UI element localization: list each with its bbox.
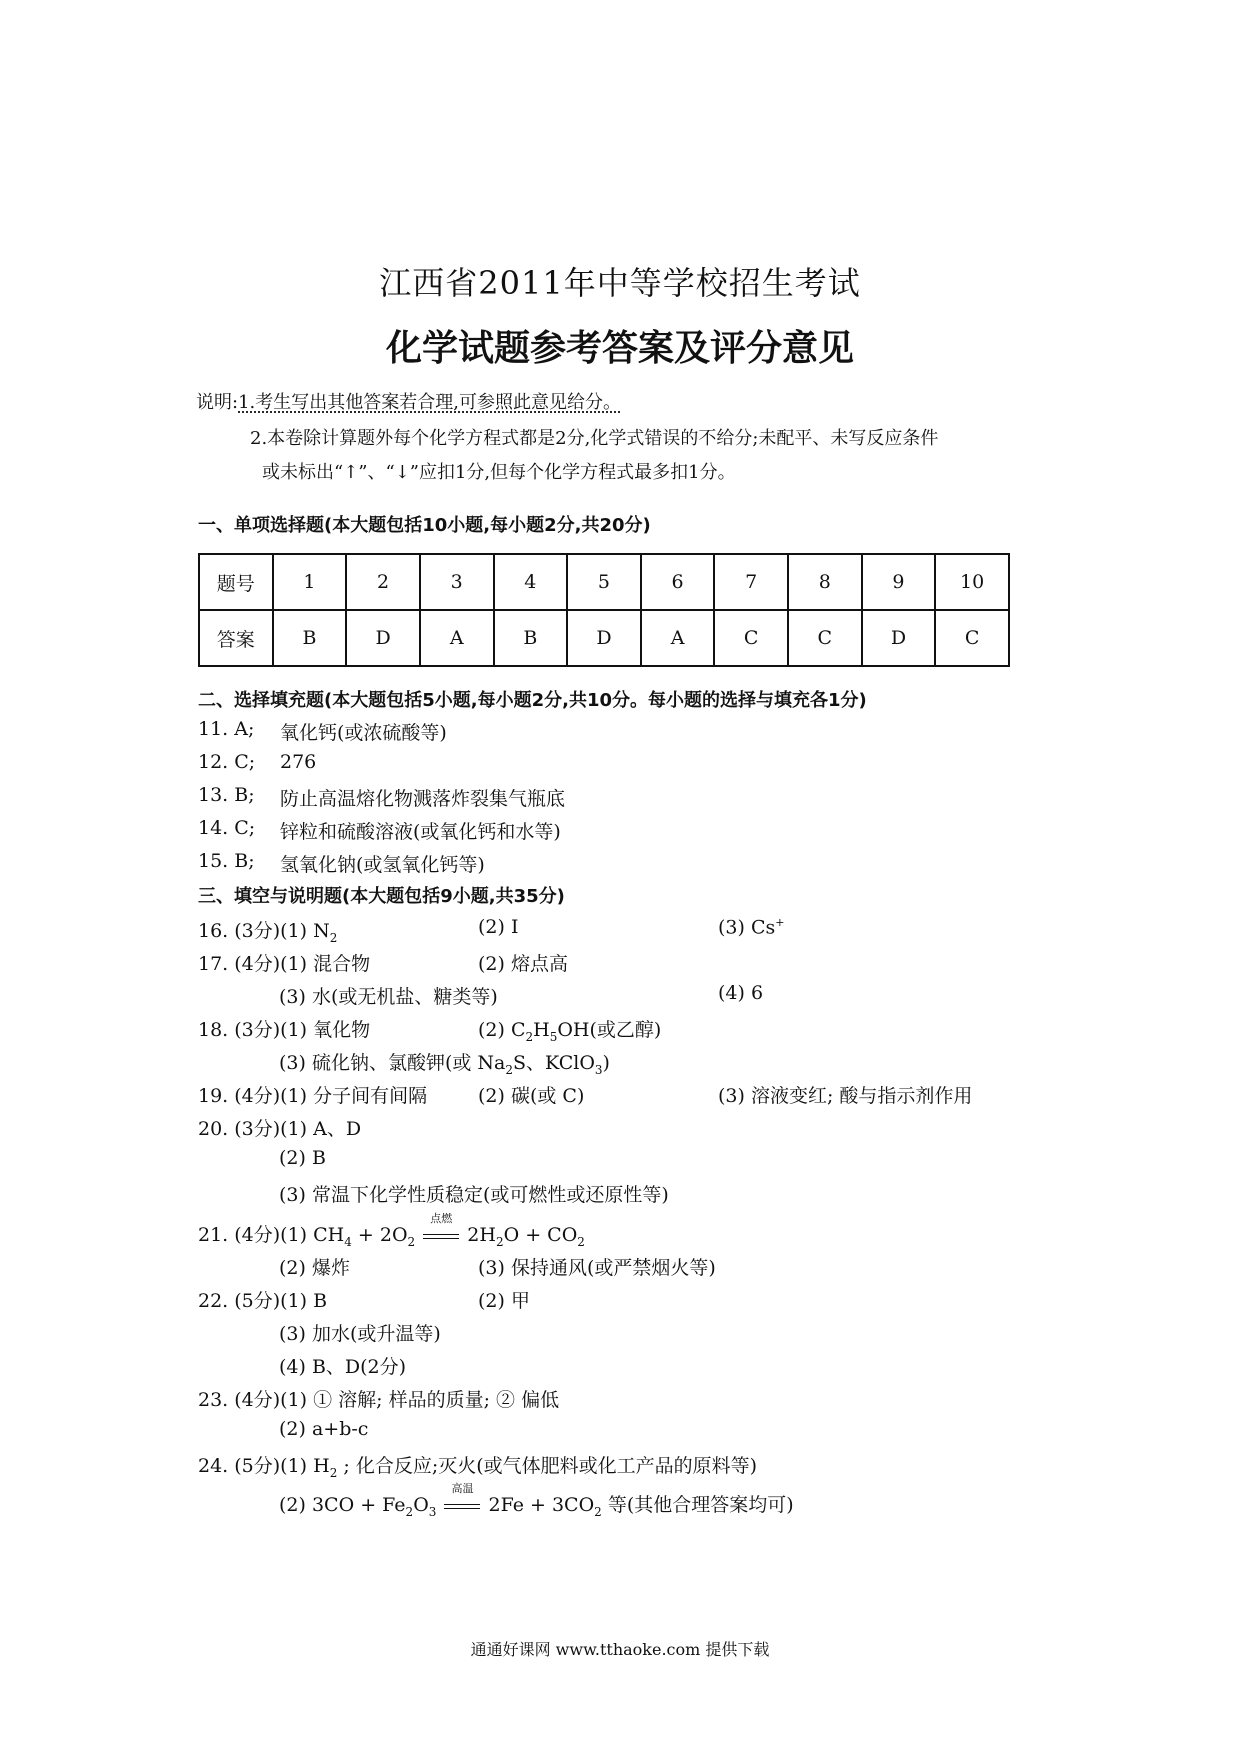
note-label: 说明:	[196, 392, 239, 413]
question-number: 8	[788, 554, 862, 610]
q17-part-1: 17. (4分)(1) 混合物	[198, 953, 371, 975]
subscript: 2	[405, 1504, 414, 1519]
subscript: 2	[495, 1234, 504, 1249]
q17-part-2: (2) 熔点高	[478, 953, 568, 975]
question-number: 9	[862, 554, 936, 610]
note-1-text: 1.考生写出其他答案若合理,可参照此意见给分。	[238, 392, 621, 413]
item-number: 14. C;	[198, 817, 256, 839]
note-2: 2.本卷除计算题外每个化学方程式都是2分,化学式错误的不给分;未配平、未写反应条件	[250, 428, 939, 449]
subscript: 5	[549, 1029, 558, 1044]
item-text: 氧化钙(或浓硫酸等)	[280, 722, 447, 744]
q18-part-3	[279, 1048, 610, 1077]
table-row-numbers	[199, 554, 1009, 610]
answer-12	[198, 751, 317, 773]
subscript: 2	[577, 1234, 585, 1249]
q19-part-1: 19. (4分)(1) 分子间有间隔	[198, 1085, 428, 1107]
q16-part-3-text: (3) Cs	[718, 916, 776, 939]
q22-part-3: (3) 加水(或升温等)	[279, 1323, 441, 1345]
q16-part-1: 16. (3分)(1) N	[198, 920, 330, 942]
table-row-label: 答案	[199, 610, 273, 666]
formula-text: ; 化合反应;灭火(或气体肥料或化工产品的原料等)	[337, 1455, 758, 1477]
subscript: 2	[525, 1029, 534, 1044]
question-number: 7	[714, 554, 788, 610]
answer-cell: B	[273, 610, 347, 666]
formula-text: O	[413, 1494, 429, 1516]
q18-part-2	[478, 1015, 661, 1044]
answer-14	[198, 817, 561, 843]
footer-credit: 通通好课网 www.tthaoke.com 提供下载	[470, 1640, 770, 1659]
exam-title: 江西省2011年中等学校招生考试	[379, 264, 861, 302]
reaction-condition: 点燃	[430, 1212, 453, 1225]
section-3-heading: 三、填空与说明题(本大题包括9小题,共35分)	[198, 886, 565, 907]
subscript: 2	[505, 1062, 513, 1077]
q22-part-2: (2) 甲	[478, 1290, 530, 1312]
formula-text: O + CO	[503, 1224, 578, 1246]
note-1	[196, 388, 621, 414]
q24-equation	[279, 1482, 794, 1519]
q17-part-3: (3) 水(或无机盐、糖类等)	[279, 986, 498, 1008]
reaction-arrow	[421, 1212, 461, 1246]
table-row-label: 题号	[199, 554, 273, 610]
answer-table	[198, 553, 1010, 667]
formula-text: 21. (4分)(1) CH	[198, 1224, 345, 1246]
q19-part-3: (3) 溶液变红; 酸与指示剂作用	[718, 1085, 973, 1107]
answer-cell: B	[494, 610, 568, 666]
q21-part-2: (2) 爆炸	[279, 1257, 350, 1279]
item-number: 15. B;	[198, 850, 255, 872]
section-1-heading: 一、单项选择题(本大题包括10小题,每小题2分,共20分)	[198, 515, 651, 536]
reaction-condition: 高温	[451, 1482, 474, 1495]
table-row-answers	[199, 610, 1009, 666]
question-number: 4	[494, 554, 568, 610]
reaction-arrow	[442, 1482, 482, 1516]
item-text: 氢氧化钠(或氢氧化钙等)	[280, 854, 485, 876]
question-number: 3	[420, 554, 494, 610]
q22-part-4: (4) B、D(2分)	[279, 1356, 407, 1378]
item-number: 12. C;	[198, 751, 256, 773]
item-text: 276	[280, 751, 317, 773]
question-number: 10	[935, 554, 1009, 610]
answer-15	[198, 850, 485, 876]
q21-equation	[198, 1212, 585, 1249]
q17-part-4: (4) 6	[718, 982, 764, 1004]
formula-text: + 2O	[351, 1224, 408, 1246]
item-number: 11. A;	[198, 718, 255, 740]
formula-text: (2) C	[478, 1019, 526, 1041]
answer-key-title: 化学试题参考答案及评分意见	[385, 328, 854, 369]
subscript: 3	[428, 1504, 437, 1519]
formula-text: (2) 3CO + Fe	[279, 1494, 406, 1516]
q20-part-1: 20. (3分)(1) A、D	[198, 1118, 362, 1140]
note-3: 或未标出“↑”、“↓”应扣1分,但每个化学方程式最多扣1分。	[262, 462, 736, 483]
formula-text: (3) 硫化钠、氯酸钾(或 Na	[279, 1052, 506, 1074]
formula-text: 等(其他合理答案均可)	[601, 1494, 794, 1516]
formula-text: 2H	[461, 1224, 496, 1246]
q16-part-2: (2) I	[478, 916, 519, 938]
formula-text: OH(或乙醇)	[557, 1019, 662, 1041]
answer-cell: C	[714, 610, 788, 666]
answer-cell: A	[641, 610, 715, 666]
answer-cell: D	[346, 610, 420, 666]
subscript: 2	[329, 930, 338, 945]
subscript: 2	[329, 1465, 338, 1480]
q24-part-1	[198, 1451, 757, 1480]
q22-part-1: 22. (5分)(1) B	[198, 1290, 328, 1312]
subscript: 3	[594, 1062, 603, 1077]
section-2-heading: 二、选择填充题(本大题包括5小题,每小题2分,共10分。每小题的选择与填充各1分)	[198, 690, 867, 711]
subscript: 4	[344, 1234, 352, 1249]
superscript: +	[775, 916, 785, 929]
question-number: 2	[346, 554, 420, 610]
question-number: 6	[641, 554, 715, 610]
answer-cell: D	[862, 610, 936, 666]
q20-part-2: (2) B	[279, 1147, 326, 1169]
question-number: 1	[273, 554, 347, 610]
formula-text: H	[533, 1019, 550, 1041]
q20-part-3: (3) 常温下化学性质稳定(或可燃性或还原性等)	[279, 1184, 669, 1206]
subscript: 2	[594, 1504, 602, 1519]
formula-text: S、KClO	[513, 1052, 595, 1074]
q21-part-3: (3) 保持通风(或严禁烟火等)	[478, 1257, 716, 1279]
item-text: 锌粒和硫酸溶液(或氧化钙和水等)	[280, 821, 561, 843]
question-number: 5	[567, 554, 641, 610]
answer-11	[198, 718, 447, 744]
formula-text: 2Fe + 3CO	[482, 1494, 595, 1516]
answer-cell: C	[935, 610, 1009, 666]
subscript: 2	[407, 1234, 416, 1249]
formula-text: 24. (5分)(1) H	[198, 1455, 330, 1477]
answer-cell: A	[420, 610, 494, 666]
q18-part-1: 18. (3分)(1) 氧化物	[198, 1019, 371, 1041]
item-number: 13. B;	[198, 784, 255, 806]
q19-part-2: (2) 碳(或 C)	[478, 1085, 585, 1107]
answer-16	[198, 916, 337, 945]
q23-part-2: (2) a+b-c	[279, 1418, 369, 1440]
answer-cell: D	[567, 610, 641, 666]
formula-text: )	[602, 1052, 610, 1074]
answer-cell: C	[788, 610, 862, 666]
q23-part-1: 23. (4分)(1) ① 溶解; 样品的质量; ② 偏低	[198, 1389, 560, 1411]
q16-part-3	[718, 916, 784, 938]
answer-13	[198, 784, 566, 810]
item-text: 防止高温熔化物溅落炸裂集气瓶底	[280, 788, 566, 810]
